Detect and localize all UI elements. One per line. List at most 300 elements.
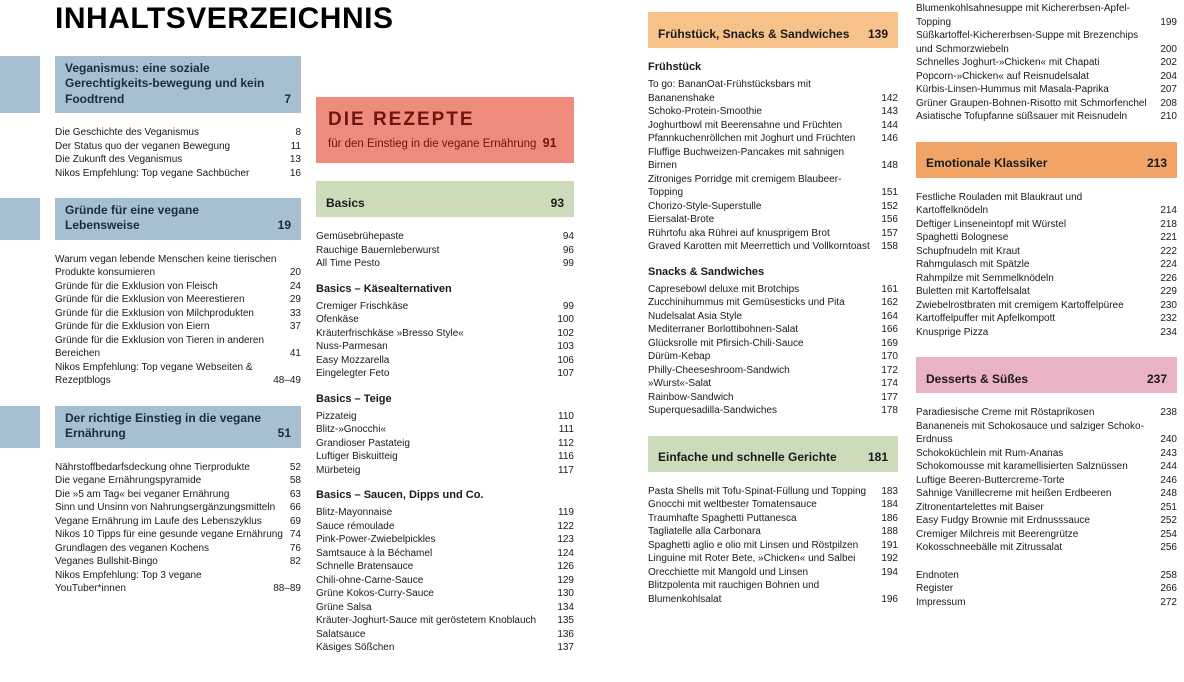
toc-entry-list <box>648 78 898 254</box>
toc-entry-title: Tagliatelle alla Carbonara <box>648 526 761 537</box>
toc-entry <box>55 569 301 596</box>
section-header <box>648 12 898 48</box>
toc-entry-title: Cremiger Milchreis mit Beerengrütze <box>916 528 1079 540</box>
toc-entry-title: Impressum <box>916 596 966 608</box>
toc-entry-page-number: 240 <box>1160 434 1177 445</box>
toc-entry-title: Ofenkäse <box>316 314 359 325</box>
toc-entry-list <box>55 461 301 596</box>
section-header-label: Gründe für eine vegane Lebensweise <box>65 203 200 233</box>
toc-entry <box>916 447 1177 461</box>
toc-entry-title: Gründe für die Exklusion von Eiern <box>55 321 210 333</box>
toc-entry-page-number: 258 <box>1160 569 1177 581</box>
toc-entry-page-number: 200 <box>1160 43 1177 55</box>
toc-entry <box>648 579 898 606</box>
toc-entry-page-number: 96 <box>562 244 574 256</box>
toc-entry-title: Nikos Empfehlung: Top vegane Webseiten & Rezeptblogs <box>55 361 253 387</box>
toc-entry-title: Zucchinihummus mit Gemüsesticks und Pita <box>648 297 845 308</box>
toc-entry-page-number: 194 <box>881 566 898 578</box>
toc-entry-title: Linguine mit Roter Bete, »Chicken« und Salbei <box>648 553 856 564</box>
toc-entry-title: Schupfnudeln mit Kraut <box>916 245 1020 257</box>
toc-entry-title: Nährstoffbedarfsdeckung ohne Tierprodukte <box>55 461 250 473</box>
toc-entry <box>916 258 1177 272</box>
toc-entry-title: Graved Karotten mit Meerrettich und Vollkorntoast <box>648 241 870 252</box>
toc-entry <box>648 240 898 254</box>
toc-entry-page-number: 76 <box>289 542 301 554</box>
toc-entry <box>316 244 574 258</box>
toc-entry <box>916 326 1177 340</box>
toc-entry <box>316 587 574 601</box>
toc-entry <box>648 498 898 512</box>
section-header-page-number: 213 <box>1146 156 1167 171</box>
toc-entry <box>648 404 898 418</box>
toc-entry <box>916 406 1177 420</box>
toc-entry-page-number: 102 <box>557 327 574 339</box>
toc-entry-title: Der Status quo der veganen Bewegung <box>55 140 231 152</box>
toc-entry-title: Kräuterfrischkäse »Bresso Style« <box>316 327 464 339</box>
toc-entry <box>55 515 301 529</box>
toc-entry <box>648 146 898 173</box>
toc-entry-title: Bananeneis mit Schokosauce und salziger Schoko-Erdnuss <box>916 420 1144 445</box>
recipes-banner-page-number: 91 <box>542 136 557 150</box>
toc-entry-page-number: 164 <box>881 310 898 322</box>
toc-entry-page-number: 170 <box>881 351 898 362</box>
section-header <box>55 56 301 113</box>
toc-entry-title: Register <box>916 583 954 594</box>
toc-entry-title: Blumenkohlsahnesuppe mit Kichererbsen-Apfel-Topping <box>916 3 1131 28</box>
toc-entry-page-number: 232 <box>1160 313 1177 324</box>
toc-entry-page-number: 82 <box>289 556 301 568</box>
toc-entry-title: Kartoffelpuffer mit Apfelkompott <box>916 313 1056 324</box>
toc-entry-title: Rainbow-Sandwich <box>648 391 734 403</box>
toc-entry <box>916 582 1177 596</box>
toc-entry-title: Zitronentartelettes mit Baiser <box>916 501 1044 513</box>
section-header <box>648 436 898 472</box>
toc-entry-page-number: 112 <box>558 437 574 449</box>
toc-entry <box>648 364 898 378</box>
toc-entry <box>916 514 1177 528</box>
toc-entry-list <box>916 191 1177 340</box>
toc-entry-page-number: 13 <box>289 154 301 166</box>
toc-entry-page-number: 156 <box>881 214 898 225</box>
toc-entry-page-number: 199 <box>1160 16 1177 28</box>
toc-entry <box>316 313 574 327</box>
toc-entry-title: Salatsauce <box>316 628 366 640</box>
toc-entry-title: Zitroniges Porridge mit cremigem Blaubeer-Topping <box>648 173 842 198</box>
toc-entry <box>648 337 898 351</box>
toc-entry <box>316 437 574 451</box>
toc-entry-title: Luftige Beeren-Buttercreme-Torte <box>916 474 1065 486</box>
toc-entry-title: Kürbis-Linsen-Hummus mit Masala-Paprika <box>916 84 1109 95</box>
toc-entry <box>316 230 574 244</box>
toc-entry-title: Die Zukunft des Veganismus <box>55 154 183 166</box>
toc-column-2 <box>316 97 574 655</box>
toc-entry-page-number: 151 <box>881 187 898 198</box>
toc-entry-title: Pasta Shells mit Tofu-Spinat-Füllung und Topping <box>648 485 867 497</box>
toc-entry-title: Blitz-»Gnocchi« <box>316 424 387 435</box>
toc-entry <box>55 474 301 488</box>
toc-entry-title: Eingelegter Feto <box>316 368 390 379</box>
section-header-page-number: 181 <box>867 450 888 465</box>
toc-entry-title: Glücksrolle mit Pfirsich-Chili-Sauce <box>648 337 804 349</box>
section-header-label: Frühstück, Snacks & Sandwiches <box>658 26 850 41</box>
section-header <box>916 142 1177 178</box>
toc-entry-title: Zwiebelrostbraten mit cremigem Kartoffelpüree <box>916 299 1124 311</box>
recipes-banner-subtitle <box>328 136 562 150</box>
toc-entry <box>316 601 574 615</box>
toc-entry <box>316 520 574 534</box>
toc-entry-title: Mürbeteig <box>316 464 361 476</box>
toc-entry <box>316 574 574 588</box>
toc-entry <box>916 110 1177 124</box>
toc-entry-page-number: 8 <box>295 127 301 139</box>
toc-entry <box>648 119 898 133</box>
toc-entry-title: Sinn und Unsinn von Nahrungsergänzungsmitteln <box>55 502 276 514</box>
toc-column-4 <box>916 2 1177 609</box>
toc-column-3 <box>648 12 898 606</box>
toc-entry-title: Blitzpolenta mit rauchigen Bohnen und Blumenkohlsalat <box>648 580 820 605</box>
section-header-page-number: 93 <box>550 195 564 210</box>
toc-entry-page-number: 74 <box>289 529 301 541</box>
toc-entry-title: Fluffige Buchweizen-Pancakes mit sahnigen Birnen <box>648 146 845 171</box>
toc-entry <box>55 140 301 154</box>
toc-entry-title: Asiatische Tofupfanne süßsauer mit Reisnudeln <box>916 111 1128 122</box>
toc-entry-page-number: 186 <box>881 512 898 524</box>
toc-entry-page-number: 144 <box>881 119 898 131</box>
toc-entry-title: Nudelsalat Asia Style <box>648 310 742 322</box>
toc-entry <box>316 614 574 628</box>
toc-entry-page-number: 166 <box>881 324 898 335</box>
toc-entry-title: Käsiges Sößchen <box>316 642 395 653</box>
toc-entry-title: Nuss-Parmesan <box>316 341 388 352</box>
toc-entry-title: Rauchige Bauernleberwurst <box>316 244 440 256</box>
toc-entry-title: Gründe für die Exklusion von Milchprodukten <box>55 307 254 319</box>
toc-entry-title: Joghurtbowl mit Beerensahne und Früchten <box>648 119 843 131</box>
section-header-label: Basics <box>326 195 365 210</box>
toc-entry-title: Festliche Rouladen mit Blaukraut und Kartoffelknödeln <box>916 191 1083 216</box>
toc-entry-page-number: 137 <box>557 642 574 653</box>
section-header-label: Veganismus: eine soziale Gerechtigkeits-bewegung und kein Foodtrend <box>65 61 265 106</box>
toc-entry-page-number: 146 <box>881 133 898 144</box>
toc-entry-title: Süßkartoffel-Kichererbsen-Suppe mit Brezenchips und Schmorzwiebeln <box>916 30 1139 55</box>
toc-entry-list <box>55 126 301 180</box>
toc-entry-list <box>916 406 1177 555</box>
toc-entry-page-number: 88–89 <box>273 583 301 595</box>
subsection-heading: Snacks & Sandwiches <box>648 265 765 278</box>
toc-entry-page-number: 100 <box>557 314 574 325</box>
toc-entry-page-number: 177 <box>881 391 898 403</box>
toc-entry-title: Philly-Cheeseshroom-Sandwich <box>648 364 790 376</box>
toc-entry-page-number: 20 <box>289 267 301 279</box>
toc-entry <box>55 361 301 388</box>
toc-entry-title: Spaghetti aglio e olio mit Linsen und Röstpilzen <box>648 539 859 551</box>
toc-entry <box>316 628 574 642</box>
toc-entry <box>55 555 301 569</box>
toc-entry-page-number: 224 <box>1160 259 1177 270</box>
toc-entry <box>316 547 574 561</box>
toc-entry <box>916 97 1177 111</box>
toc-entry-page-number: 134 <box>557 601 574 613</box>
toc-entry-page-number: 210 <box>1160 111 1177 122</box>
toc-entry-page-number: 221 <box>1160 232 1177 243</box>
toc-entry <box>648 525 898 539</box>
toc-entry-title: Gründe für die Exklusion von Fleisch <box>55 280 218 292</box>
toc-entry <box>648 566 898 580</box>
toc-entry-page-number: 169 <box>881 337 898 349</box>
toc-entry-title: Blitz-Mayonnaise <box>316 507 393 518</box>
toc-entry-list <box>316 230 574 271</box>
toc-entry-list <box>916 569 1177 610</box>
toc-entry-title: Luftiger Biskuitteig <box>316 451 398 462</box>
toc-entry <box>648 213 898 227</box>
section-header <box>916 357 1177 393</box>
toc-entry-title: Cremiger Frischkäse <box>316 300 409 312</box>
toc-entry <box>916 528 1177 542</box>
toc-entry <box>916 83 1177 97</box>
toc-entry-page-number: 254 <box>1160 528 1177 540</box>
toc-entry-page-number: 111 <box>558 424 574 435</box>
toc-column-1 <box>55 56 301 596</box>
toc-entry <box>916 312 1177 326</box>
toc-entry <box>916 596 1177 610</box>
toc-entry <box>916 420 1177 447</box>
toc-entry <box>648 132 898 146</box>
toc-entry-title: Pizzateig <box>316 410 357 422</box>
toc-entry <box>55 280 301 294</box>
section-header-label: Der richtige Einstieg in die vegane Ernährung <box>65 410 262 441</box>
toc-entry-page-number: 136 <box>557 628 574 640</box>
toc-entry <box>648 323 898 337</box>
toc-entry-page-number: 234 <box>1160 326 1177 338</box>
toc-entry <box>916 285 1177 299</box>
toc-entry-page-number: 123 <box>557 534 574 545</box>
toc-entry-page-number: 184 <box>881 499 898 510</box>
toc-entry-page-number: 238 <box>1160 407 1177 418</box>
section-header-page-number: 237 <box>1146 371 1167 386</box>
toc-entry <box>316 354 574 368</box>
toc-entry-title: Warum vegan lebende Menschen keine tierischen Produkte konsumieren <box>55 253 277 279</box>
toc-entry-page-number: 122 <box>557 520 574 532</box>
section-header-page-number: 139 <box>867 26 888 41</box>
subsection-heading: Basics – Teige <box>316 392 392 405</box>
toc-entry <box>316 327 574 341</box>
toc-entry-page-number: 218 <box>1160 218 1177 230</box>
toc-entry <box>316 506 574 520</box>
toc-entry <box>648 105 898 119</box>
toc-entry-title: Mediterraner Borlottibohnen-Salat <box>648 324 799 335</box>
section-header <box>316 181 574 217</box>
toc-entry-page-number: 117 <box>558 464 574 476</box>
toc-entry-list <box>648 283 898 418</box>
toc-entry-title: Orecchiette mit Mangold und Linsen <box>648 566 809 578</box>
toc-entry-page-number: 266 <box>1160 583 1177 594</box>
toc-entry <box>916 460 1177 474</box>
toc-entry-title: Gründe für die Exklusion von Meerestieren <box>55 294 245 306</box>
recipes-banner-title: DIE REZEPTE <box>328 109 475 130</box>
toc-entry-title: Rahmpilze mit Semmelknödeln <box>916 272 1054 284</box>
toc-entry <box>648 283 898 297</box>
toc-entry-page-number: 243 <box>1160 447 1177 459</box>
toc-entry <box>916 474 1177 488</box>
toc-entry <box>916 541 1177 555</box>
toc-entry-list <box>55 253 301 388</box>
toc-entry <box>55 488 301 502</box>
toc-entry <box>316 560 574 574</box>
toc-entry <box>55 461 301 475</box>
toc-entry-page-number: 106 <box>557 354 574 366</box>
toc-entry-page-number: 246 <box>1160 474 1177 486</box>
toc-entry <box>916 218 1177 232</box>
toc-entry <box>55 126 301 140</box>
toc-entry-title: Gründe für die Exklusion von Tieren in anderen Bereichen <box>55 334 265 360</box>
toc-entry <box>916 29 1177 56</box>
toc-entry-page-number: 16 <box>289 167 301 179</box>
section-header-label: Einfache und schnelle Gerichte <box>658 450 837 465</box>
toc-entry-page-number: 124 <box>557 547 574 559</box>
toc-entry-title: Grüner Graupen-Bohnen-Risotto mit Schmorfenchel <box>916 97 1147 109</box>
toc-entry-title: Kokosschneebälle mit Zitrussalat <box>916 542 1063 553</box>
section-header-page-number: 7 <box>284 91 291 106</box>
toc-entry-page-number: 272 <box>1160 596 1177 608</box>
toc-entry-page-number: 52 <box>289 461 301 473</box>
toc-entry-page-number: 192 <box>881 553 898 564</box>
toc-entry <box>916 501 1177 515</box>
toc-entry-page-number: 222 <box>1160 245 1177 257</box>
toc-entry <box>648 173 898 200</box>
toc-entry-title: Grandioser Pastateig <box>316 437 410 449</box>
toc-entry <box>916 272 1177 286</box>
toc-entry-title: Buletten mit Kartoffelsalat <box>916 286 1030 297</box>
toc-entry-list <box>648 485 898 607</box>
toc-entry-title: Kräuter-Joghurt-Sauce mit geröstetem Knoblauch <box>316 615 537 626</box>
toc-entry-page-number: 142 <box>881 92 898 104</box>
toc-entry-page-number: 66 <box>289 502 301 514</box>
toc-entry-page-number: 94 <box>562 231 574 242</box>
toc-entry <box>916 231 1177 245</box>
toc-entry-page-number: 41 <box>289 348 301 360</box>
toc-entry <box>648 296 898 310</box>
toc-entry-title: »Wurst«-Salat <box>648 378 712 389</box>
toc-entry <box>648 377 898 391</box>
toc-entry-page-number: 116 <box>558 451 574 462</box>
toc-entry-page-number: 143 <box>881 106 898 117</box>
toc-entry-title: Pfannkuchenröllchen mit Joghurt und Früchten <box>648 133 856 144</box>
toc-entry <box>648 310 898 324</box>
toc-entry-page-number: 11 <box>290 140 301 152</box>
toc-entry <box>916 56 1177 70</box>
toc-entry-title: Easy Mozzarella <box>316 354 390 366</box>
toc-entry-list <box>316 506 574 655</box>
toc-entry-page-number: 130 <box>557 588 574 599</box>
toc-entry-page-number: 226 <box>1160 272 1177 284</box>
toc-entry-title: Grundlagen des veganen Kochens <box>55 542 210 554</box>
toc-entry <box>648 227 898 241</box>
toc-entry-title: Sauce rémoulade <box>316 520 395 532</box>
toc-entry-page-number: 24 <box>289 280 301 292</box>
toc-entry <box>55 307 301 321</box>
toc-entry-page-number: 214 <box>1160 205 1177 216</box>
toc-entry <box>648 350 898 364</box>
toc-entry-title: Gnocchi mit weltbester Tomatensauce <box>648 499 817 510</box>
toc-entry <box>316 257 574 271</box>
toc-entry <box>55 153 301 167</box>
toc-entry-title: Veganes Bullshit-Bingo <box>55 556 158 568</box>
toc-entry <box>916 245 1177 259</box>
toc-entry-title: Die vegane Ernährungspyramide <box>55 475 202 487</box>
toc-entry <box>55 293 301 307</box>
toc-entry <box>648 78 898 105</box>
toc-entry <box>916 299 1177 313</box>
toc-entry <box>55 253 301 280</box>
toc-entry-title: Eiersalat-Brote <box>648 214 715 225</box>
toc-entry-page-number: 148 <box>881 160 898 171</box>
toc-entry-title: Vegane Ernährung im Laufe des Lebenszyklus <box>55 515 262 527</box>
toc-entry-title: Sahnige Vanillecreme mit heißen Erdbeeren <box>916 488 1112 499</box>
toc-entry-page-number: 158 <box>881 241 898 252</box>
toc-entry-title: Dürüm-Kebap <box>648 351 711 362</box>
toc-entry-page-number: 37 <box>289 321 301 333</box>
toc-entry-list <box>316 300 574 381</box>
toc-entry-page-number: 48–49 <box>273 375 301 387</box>
toc-entry-page-number: 174 <box>881 378 898 389</box>
toc-entry-page-number: 99 <box>562 300 574 312</box>
toc-entry-page-number: 157 <box>881 227 898 239</box>
toc-entry-title: Traumhafte Spaghetti Puttanesca <box>648 512 797 524</box>
page-title: INHALTSVERZEICHNIS <box>55 2 394 35</box>
toc-entry-page-number: 196 <box>881 593 898 605</box>
recipes-banner-subtitle-text: für den Einstieg in die vegane Ernährung <box>328 138 537 150</box>
toc-entry <box>316 450 574 464</box>
toc-entry-page-number: 188 <box>881 526 898 537</box>
toc-entry-title: Capresebowl deluxe mit Brotchips <box>648 283 800 295</box>
toc-entry-title: Superquesadilla-Sandwiches <box>648 405 777 416</box>
toc-entry <box>316 641 574 655</box>
toc-entry-page-number: 107 <box>557 368 574 379</box>
toc-entry-page-number: 256 <box>1160 542 1177 553</box>
toc-entry-page-number: 110 <box>558 410 574 422</box>
section-header <box>55 406 301 448</box>
toc-entry-page-number: 119 <box>558 507 574 518</box>
toc-entry-title: Samtsauce à la Béchamel <box>316 547 433 559</box>
toc-entry-title: All Time Pesto <box>316 258 380 269</box>
toc-entry-title: Die »5 am Tag« bei veganer Ernährung <box>55 488 230 500</box>
toc-entry-page-number: 244 <box>1160 461 1177 472</box>
toc-entry-page-number: 191 <box>881 539 898 551</box>
toc-entry-title: Gemüsebrühepaste <box>316 231 404 242</box>
toc-entry-title: Spaghetti Bolognese <box>916 232 1009 243</box>
toc-entry-title: Grüne Kokos-Curry-Sauce <box>316 588 434 599</box>
toc-entry <box>55 528 301 542</box>
toc-entry-page-number: 229 <box>1160 286 1177 297</box>
toc-entry-page-number: 202 <box>1160 57 1177 68</box>
toc-entry <box>55 167 301 181</box>
toc-entry-title: Chili-ohne-Carne-Sauce <box>316 574 424 586</box>
toc-entry <box>316 533 574 547</box>
toc-entry-page-number: 161 <box>881 283 898 295</box>
toc-entry-page-number: 152 <box>881 200 898 212</box>
subsection-heading: Basics – Saucen, Dipps und Co. <box>316 489 484 501</box>
toc-entry <box>916 487 1177 501</box>
toc-entry-title: Easy Fudgy Brownie mit Erdnusssauce <box>916 515 1090 526</box>
recipes-banner <box>316 97 574 163</box>
toc-entry-page-number: 252 <box>1160 515 1177 526</box>
subsection-heading: Basics – Käsealternativen <box>316 282 452 295</box>
toc-entry-page-number: 251 <box>1160 501 1177 513</box>
section-header-page-number: 19 <box>277 218 291 233</box>
toc-entry-title: Paradiesische Creme mit Röstaprikosen <box>916 407 1095 418</box>
section-header-label: Desserts & Süßes <box>926 371 1029 386</box>
toc-entry-page-number: 135 <box>557 615 574 626</box>
toc-entry <box>648 200 898 214</box>
